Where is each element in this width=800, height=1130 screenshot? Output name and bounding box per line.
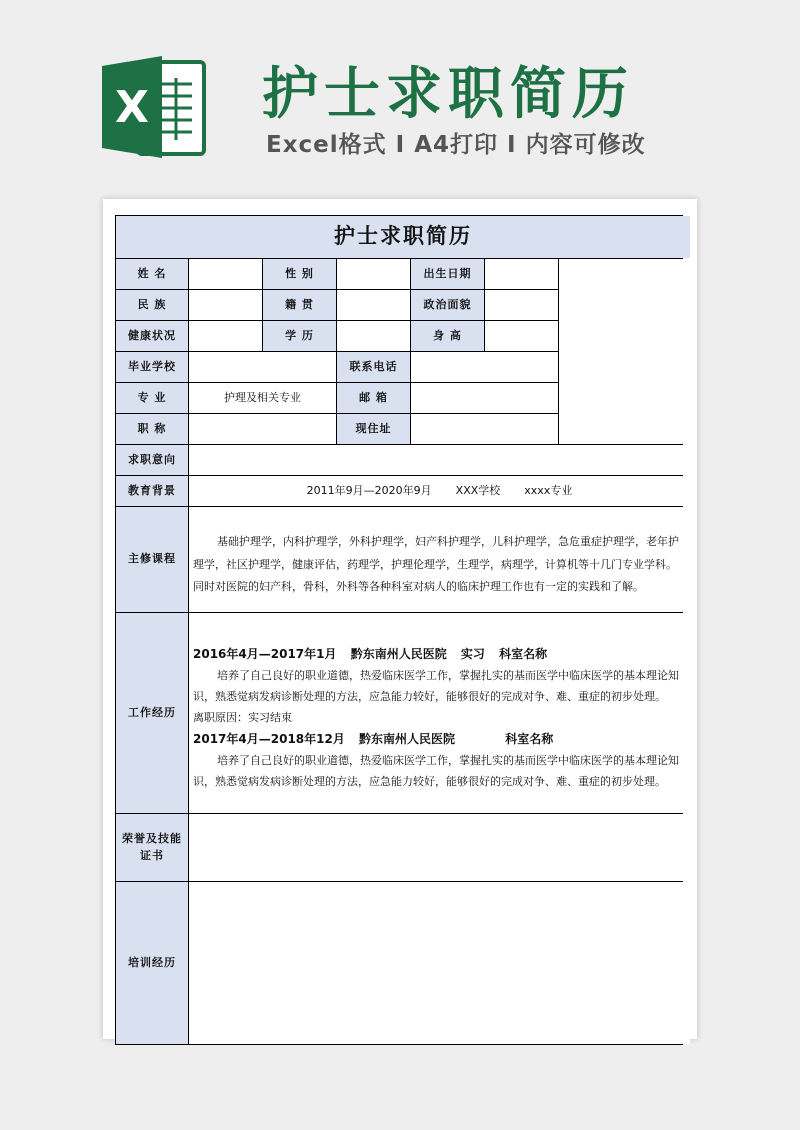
value-edu-background[interactable] <box>189 476 690 506</box>
work-2-period: 2017年4月—2018年12月 <box>193 732 345 747</box>
work-2-dept: 科室名称 <box>505 732 554 747</box>
photo-box[interactable] <box>559 259 690 444</box>
label-major: 专 业 <box>116 383 188 413</box>
label-work: 工作经历 <box>116 613 188 813</box>
label-name: 姓 名 <box>116 259 188 289</box>
label-email: 邮 箱 <box>337 383 410 413</box>
value-school[interactable] <box>189 352 336 382</box>
work-2-hospital: 黔东南州人民医院 <box>359 732 456 747</box>
value-major[interactable]: 护理及相关专业 <box>189 383 336 413</box>
label-school: 毕业学校 <box>116 352 188 382</box>
work-1-header <box>193 643 686 666</box>
value-training[interactable] <box>189 882 690 1044</box>
label-health: 健康状况 <box>116 321 188 351</box>
value-health[interactable] <box>189 321 262 351</box>
edu-period: 2011年9月—2020年9月 <box>306 483 432 497</box>
resume-table <box>115 215 683 1045</box>
work-2-header <box>193 728 686 751</box>
label-gender: 性 别 <box>263 259 336 289</box>
value-email[interactable] <box>411 383 558 413</box>
work-1-dept: 科室名称 <box>499 647 548 661</box>
work-1-period: 2016年4月—2017年1月 <box>193 647 337 661</box>
value-gender[interactable] <box>337 259 410 289</box>
value-politics[interactable] <box>485 290 558 320</box>
value-address[interactable] <box>411 414 558 444</box>
work-list <box>189 613 690 793</box>
value-education[interactable] <box>337 321 410 351</box>
banner-title: 护士求职简历 <box>262 62 634 127</box>
work-1-hospital: 黔东南州人民医院 <box>350 647 447 661</box>
edu-school: XXX学校 <box>455 483 501 497</box>
value-honors[interactable] <box>189 814 690 881</box>
label-title-rank: 职 称 <box>116 414 188 444</box>
work-1-desc: 培养了自己良好的职业道德，热爱临床医学工作，掌握扎实的基而医学中临床医学的基本理论知识，熟悉觉病发病诊断处理的方法，应急能力较好，能够很好的完成对争、难、重症的初步处理。 <box>193 668 679 703</box>
excel-icon-letter: X <box>115 82 149 133</box>
label-honors: 荣誉及技能证书 <box>116 814 188 881</box>
value-ethnicity[interactable] <box>189 290 262 320</box>
work-1-type: 实习 <box>460 647 485 661</box>
edu-major: xxxx专业 <box>524 483 573 497</box>
value-native-place[interactable] <box>337 290 410 320</box>
value-name[interactable] <box>189 259 262 289</box>
excel-icon <box>100 52 208 162</box>
value-height[interactable] <box>485 321 558 351</box>
label-training: 培训经历 <box>116 882 188 1044</box>
label-edu-background: 教育背景 <box>116 476 188 506</box>
work-2-desc: 培养了自己良好的职业道德，热爱临床医学工作，掌握扎实的基而医学中临床医学的基本理论知识，熟悉觉病发病诊断处理的方法，应急能力较好，能够很好的完成对争、难、重症的初步处理。 <box>193 754 679 789</box>
banner <box>0 0 800 200</box>
label-objective: 求职意向 <box>116 445 188 475</box>
value-work[interactable] <box>189 613 690 813</box>
value-title-rank[interactable] <box>189 414 336 444</box>
value-objective[interactable] <box>189 445 690 475</box>
label-birth: 出生日期 <box>411 259 484 289</box>
label-height: 身 高 <box>411 321 484 351</box>
banner-subtitle: Excel格式 I A4打印 I 内容可修改 <box>266 132 646 158</box>
label-phone: 联系电话 <box>337 352 410 382</box>
label-ethnicity: 民 族 <box>116 290 188 320</box>
label-native-place: 籍 贯 <box>263 290 336 320</box>
value-birth[interactable] <box>485 259 558 289</box>
resume-title: 护士求职简历 <box>116 216 690 258</box>
label-address: 现住址 <box>337 414 410 444</box>
label-politics: 政治面貌 <box>411 290 484 320</box>
label-courses: 主修课程 <box>116 507 188 612</box>
work-1-leave: 离职原因：实习结束 <box>193 710 292 724</box>
value-courses[interactable] <box>189 507 690 612</box>
label-education: 学 历 <box>263 321 336 351</box>
courses-text: 基础护理学，内科护理学，外科护理学，妇产科护理学，儿科护理学，急危重症护理学，老年护理学，社区护理学，健康评估，药理学，护理伦理学，生理学，病理学，计算机等十几门专业学科。同时对医院的妇产科，骨科，外科等各种科室对病人的临床护理工作也有一定的实践和了解。 <box>193 535 679 594</box>
value-phone[interactable] <box>411 352 558 382</box>
